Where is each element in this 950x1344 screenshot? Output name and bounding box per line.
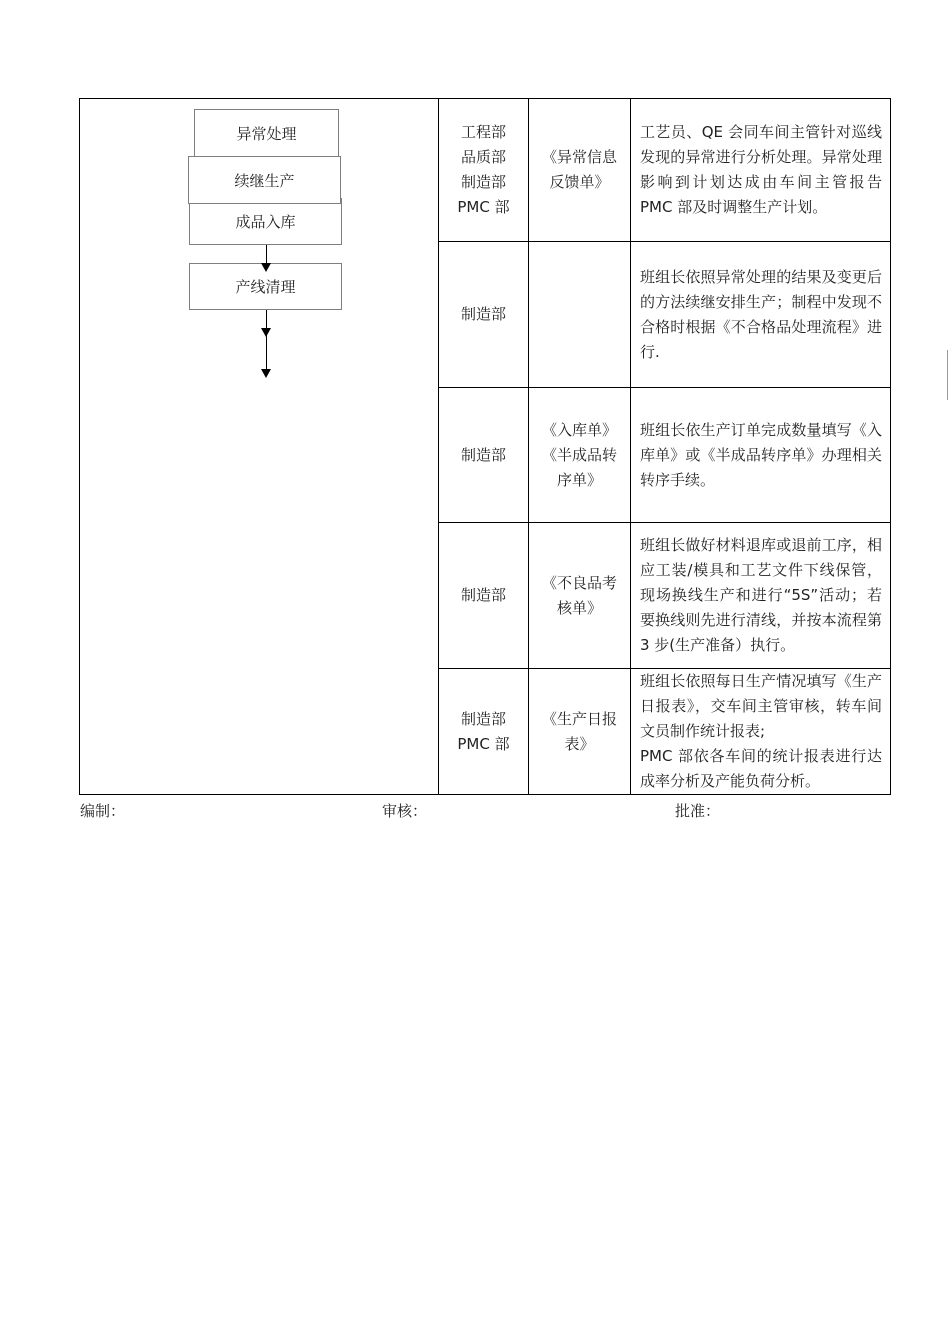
form-cell — [529, 669, 630, 794]
reviewed-by-label: 审核： — [382, 802, 428, 820]
form-line: 反馈单》 — [549, 173, 610, 191]
description-cell — [631, 99, 890, 241]
flow-step-exception-handling — [194, 109, 339, 157]
form-line: 核单》 — [556, 598, 602, 617]
flow-step-label: 续继生产 — [234, 171, 295, 190]
flow-step-label: 产线清理 — [235, 278, 296, 296]
dept-line: 制造部 — [460, 445, 506, 464]
description-text: 班组长依照异常处理的结果及变更后的方法续继安排生产；制程中发现不合格时根据《不合格品处理流程》进行. — [640, 267, 882, 361]
flow-step-continue-production — [188, 156, 341, 204]
form-line: 《不良品考 — [541, 573, 617, 592]
flow-arrow-icon — [261, 328, 271, 337]
dept-line: 制造部 — [460, 586, 506, 604]
description-cell — [631, 242, 890, 387]
form-cell — [529, 523, 630, 668]
description-cell — [631, 669, 890, 794]
description-text: PMC 部依各车间的统计报表进行达成率分析及产能负荷分析。 — [640, 747, 882, 790]
description-cell — [631, 388, 890, 522]
flow-arrow-icon — [261, 263, 271, 272]
description-text: 工艺员、QE 会同车间主管针对巡线发现的异常进行分析处理。异常处理影响到计划达成由车间主管报告 PMC 部及时调整生产计划。 — [640, 123, 882, 216]
form-cell — [529, 99, 630, 241]
dept-line: PMC 部 — [457, 734, 510, 753]
description-text: 班组长依生产订单完成数量填写《入库单》或《半成品转序单》办理相关转序手续。 — [640, 420, 882, 489]
flow-step-label: 异常处理 — [236, 124, 297, 143]
form-line: 表》 — [564, 734, 595, 753]
form-line: 《异常信息 — [541, 148, 617, 166]
form-cell — [529, 242, 630, 387]
flow-arrow-icon — [261, 369, 271, 378]
form-line: 《生产日报 — [541, 709, 617, 728]
page-edge-marker — [947, 350, 948, 400]
dept-line: 制造部 — [460, 709, 506, 728]
dept-cell — [439, 523, 528, 668]
dept-line: 制造部 — [460, 173, 506, 191]
dept-cell — [439, 99, 528, 241]
dept-line: PMC 部 — [457, 198, 510, 216]
dept-cell — [439, 242, 528, 387]
form-cell — [529, 388, 630, 522]
dept-line: 工程部 — [460, 123, 506, 141]
description-text: 班组长做好材料退库或退前工序，相应工装/模具和工艺文件下线保管，现场换线生产和进行“5S”活动；若要换线则先进行清线，并按本流程第 3 步(生产准备）执行。 — [640, 536, 882, 654]
flow-step-finished-goods-storage — [189, 198, 342, 245]
form-line: 序单》 — [556, 470, 602, 489]
dept-line: 制造部 — [460, 305, 506, 323]
approved-by-label: 批准： — [675, 802, 721, 820]
flow-step-label: 成品入库 — [235, 213, 296, 231]
description-cell — [631, 523, 890, 668]
description-text: 班组长依照每日生产情况填写《生产日报表》，交车间主管审核，转车间文员制作统计报表; — [640, 672, 882, 740]
compiled-by-label: 编制： — [80, 802, 126, 820]
form-line: 《半成品转 — [541, 445, 617, 464]
dept-cell — [439, 669, 528, 794]
dept-line: 品质部 — [460, 148, 506, 166]
dept-cell — [439, 388, 528, 522]
form-line: 《入库单》 — [541, 420, 617, 439]
